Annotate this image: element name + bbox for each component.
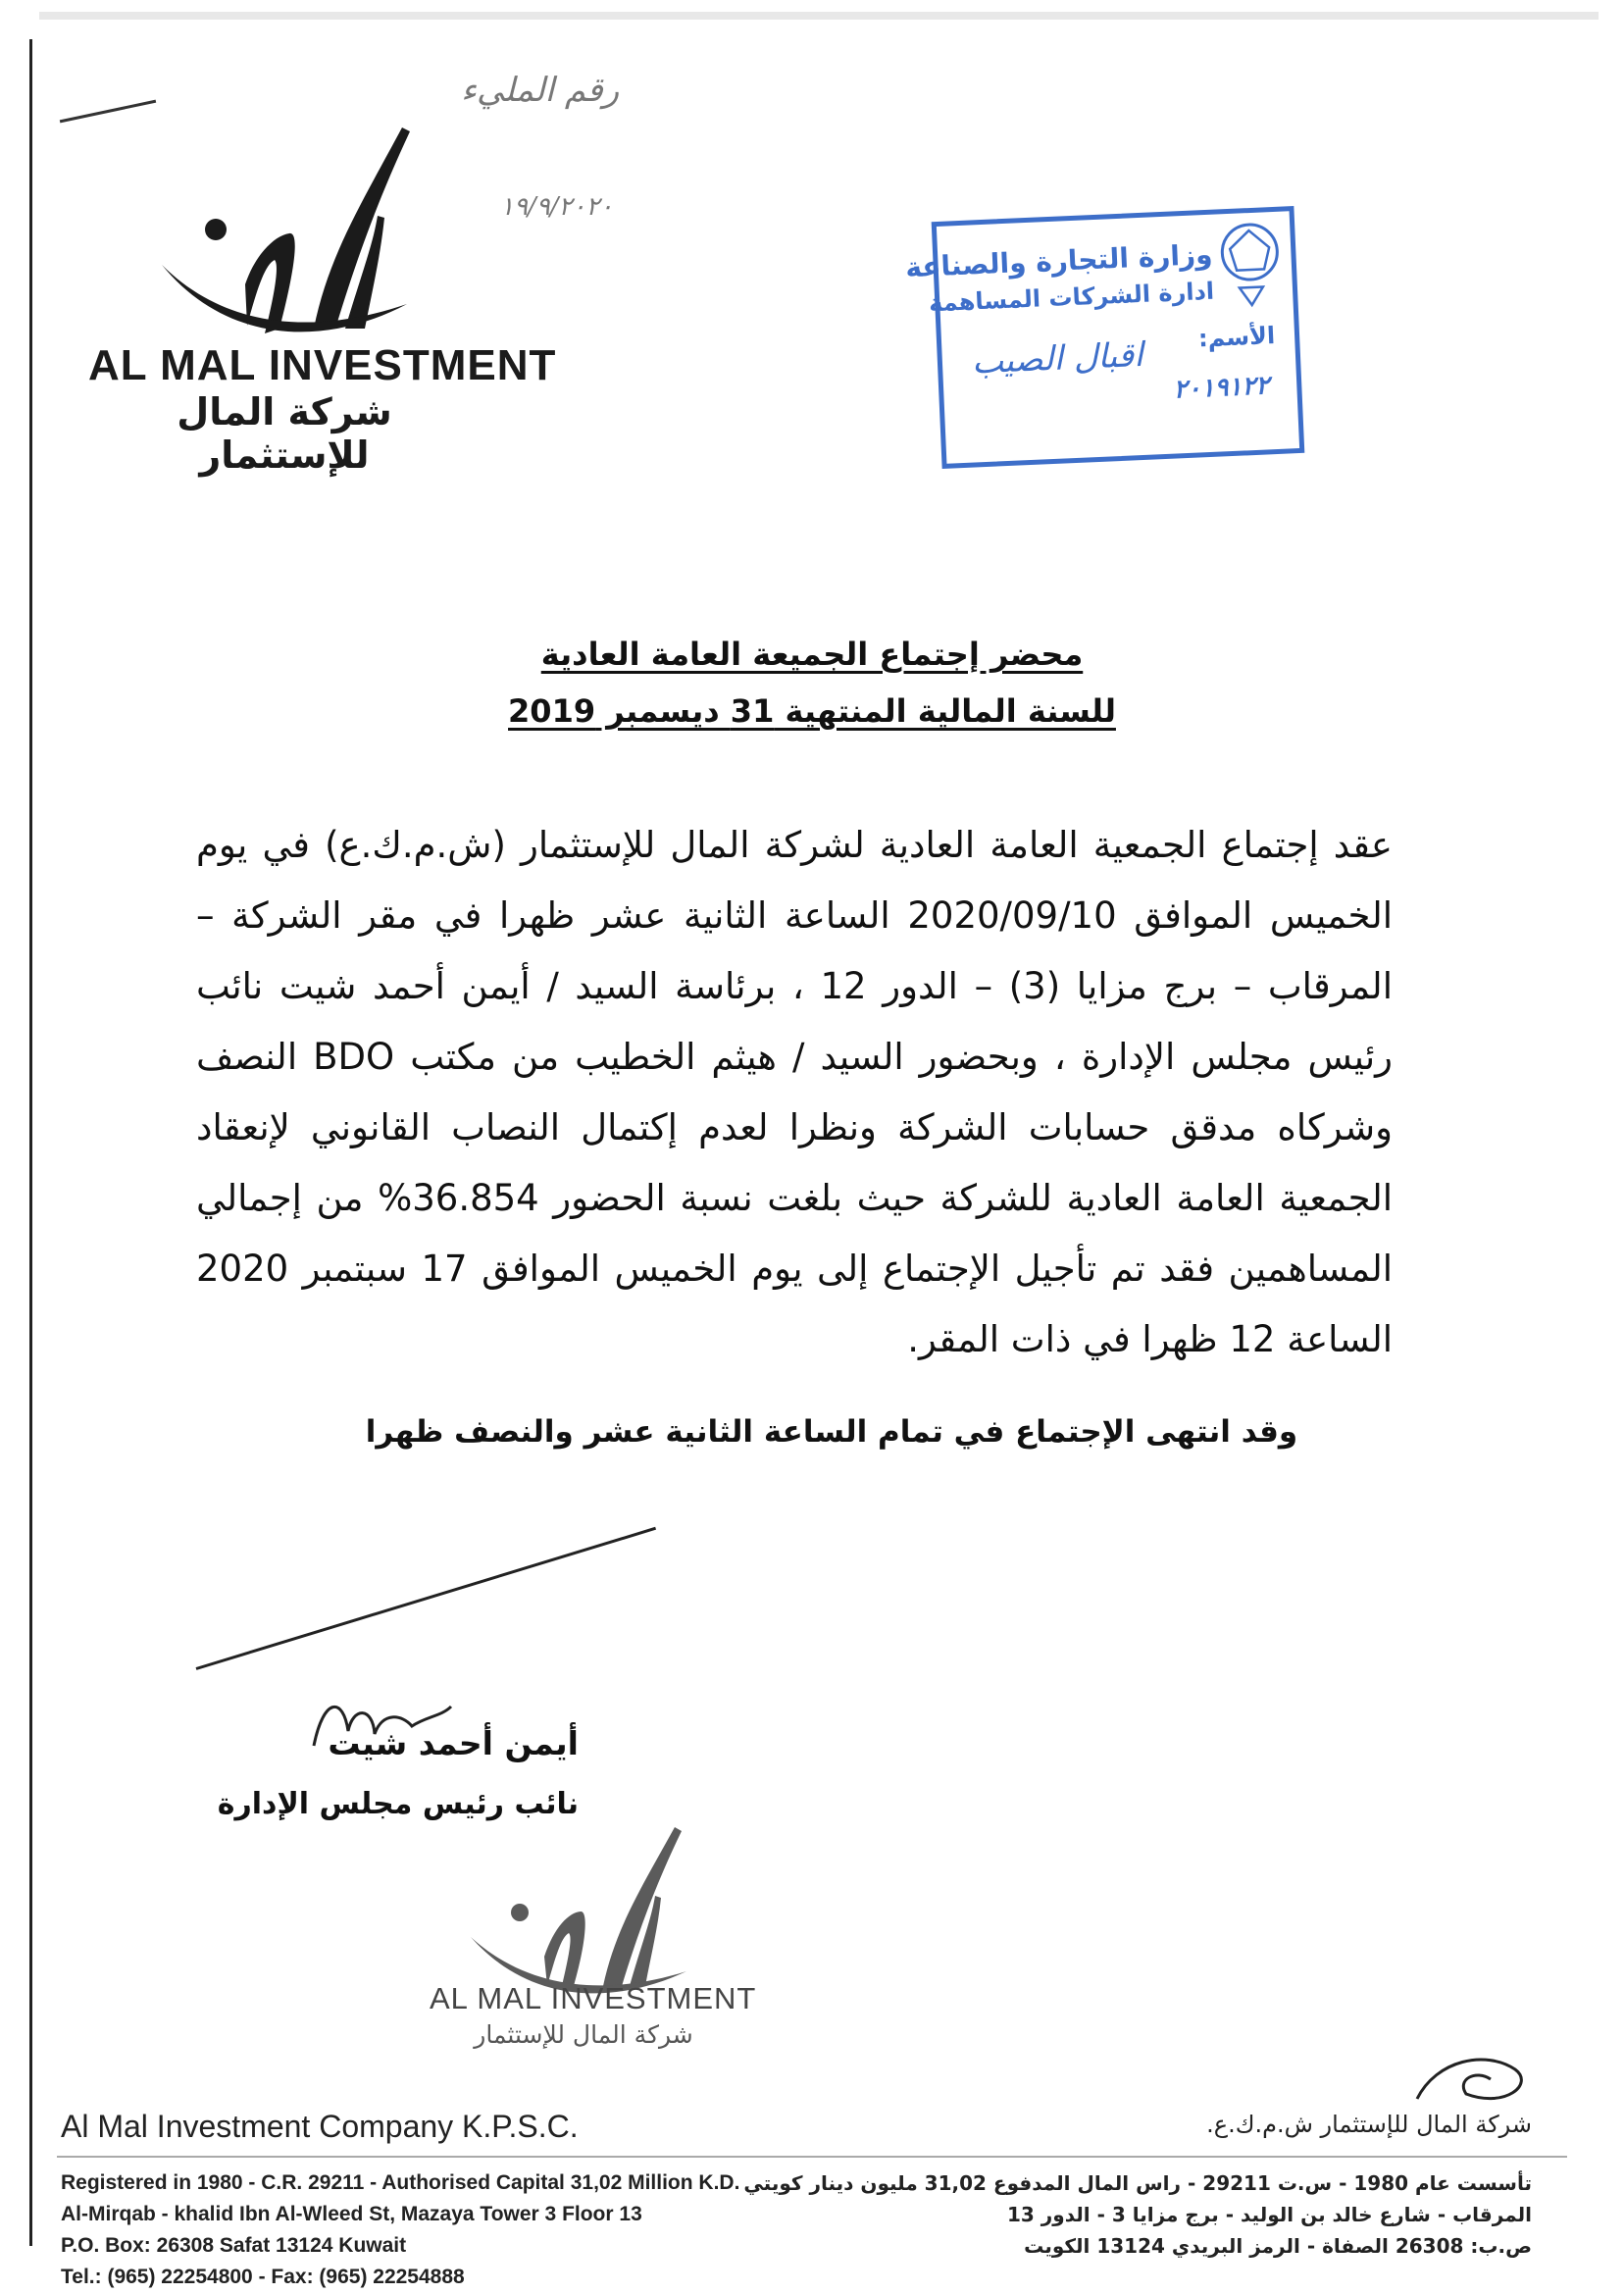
footer-company-ar: شركة المال للإستثمار ش.م.ك.ع. xyxy=(1206,2111,1532,2138)
footer-info-ar-line: تأسست عام 1980 - س.ت 29211 - راس المال المدفوع 31,02 مليون دينار كويتي xyxy=(743,2171,1532,2195)
signature-stroke xyxy=(196,1527,656,1670)
stamp-name-label: الأسم: xyxy=(1197,322,1276,353)
ministry-stamp xyxy=(904,206,1305,469)
stamp-number: ٢٠١٩١٢٢ xyxy=(1172,371,1270,405)
left-margin-line xyxy=(29,39,32,2246)
document-subtitle: للسنة المالية المنتهية 31 ديسمبر 2019 xyxy=(508,692,1116,730)
emblem-icon xyxy=(1215,218,1286,311)
handwritten-date: ١٩/٩/٢٠٢٠ xyxy=(500,192,614,222)
minutes-body xyxy=(196,810,1393,1375)
logo-name-ar: شركة المال للإستثمار xyxy=(177,390,392,477)
signatory-title: نائب رئيس مجلس الإدارة xyxy=(217,1787,579,1821)
seal-name-en: AL MAL INVESTMENT xyxy=(430,1981,757,2015)
footer-info-ar-line: المرقاب - شارع خالد بن الوليد - برج مزايا 3 - الدور 13 xyxy=(1006,2203,1532,2226)
logo-name-en: AL MAL INVESTMENT xyxy=(88,341,557,389)
footer-company-en: Al Mal Investment Company K.P.S.C. xyxy=(61,2109,579,2144)
footer-info-en-line: Tel.: (965) 22254800 - Fax: (965) 22254888 xyxy=(61,2266,465,2288)
footer-divider xyxy=(57,2156,1567,2158)
signatory-name: أيمن أحمد شيت xyxy=(328,1724,579,1762)
minutes-paragraph: عقد إجتماع الجمعية العامة العادية لشركة المال للإستثمار (ش.م.ك.ع) في يوم الخميس الموافق 2020/09/10 الساعة الثانية عشر ظهرا في مقر الشركة – المرقاب – برج مزايا (3) – الدور 12 ، برئاسة السيد / أيمن أحمد شيت نائب رئيس مجلس الإدارة ، وبحضور السيد / هيثم الخطيب من مكتب BDO النصف وشركاه مدقق حسابات الشركة ونظرا لعدم إكتمال النصاب القانوني لإنعقاد الجمعية العامة العادية للشركة حيث بلغت نسبة الحضور 36.854% من إجمالي المساهمين فقد تم تأجيل الإجتماع إلى يوم الخميس الموافق 17 سبتمبر 2020 الساعة 12 ظهرا في ذات المقر. xyxy=(196,824,1394,1360)
footer-info-ar xyxy=(743,2167,1532,2262)
stamp-ministry: وزارة التجارة والصناعة xyxy=(904,237,1214,284)
stamp-name-value: اقبال الصيب xyxy=(971,334,1144,382)
closing-statement: وقد انتهى الإجتماع في تمام الساعة الثانية عشر والنصف ظهرا xyxy=(365,1414,1298,1450)
document-title: محضر إجتماع الجميعة العامة العادية xyxy=(540,636,1084,673)
footer-info-en-line: Registered in 1980 - C.R. 29211 - Authorised Capital 31,02 Million K.D. xyxy=(61,2171,740,2194)
footer-info-en-line: P.O. Box: 26308 Safat 13124 Kuwait xyxy=(61,2234,407,2257)
initials-signature xyxy=(1397,2040,1545,2118)
top-scan-edge xyxy=(39,12,1599,20)
footer-info-ar-line: ص.ب: 26308 الصفاة - الرمز البريدي 13124 الكويت xyxy=(1024,2234,1532,2258)
footer-info-en xyxy=(61,2167,739,2293)
handwritten-top-note: رقم المليء xyxy=(461,71,620,110)
stamp-department: ادارة الشركات المساهمة xyxy=(928,277,1215,318)
footer-info-en-line: Al-Mirqab - khalid Ibn Al-Wleed St, Mazaya Tower 3 Floor 13 xyxy=(61,2203,642,2225)
seal-name-ar: شركة المال للإستثمار xyxy=(474,2020,693,2049)
